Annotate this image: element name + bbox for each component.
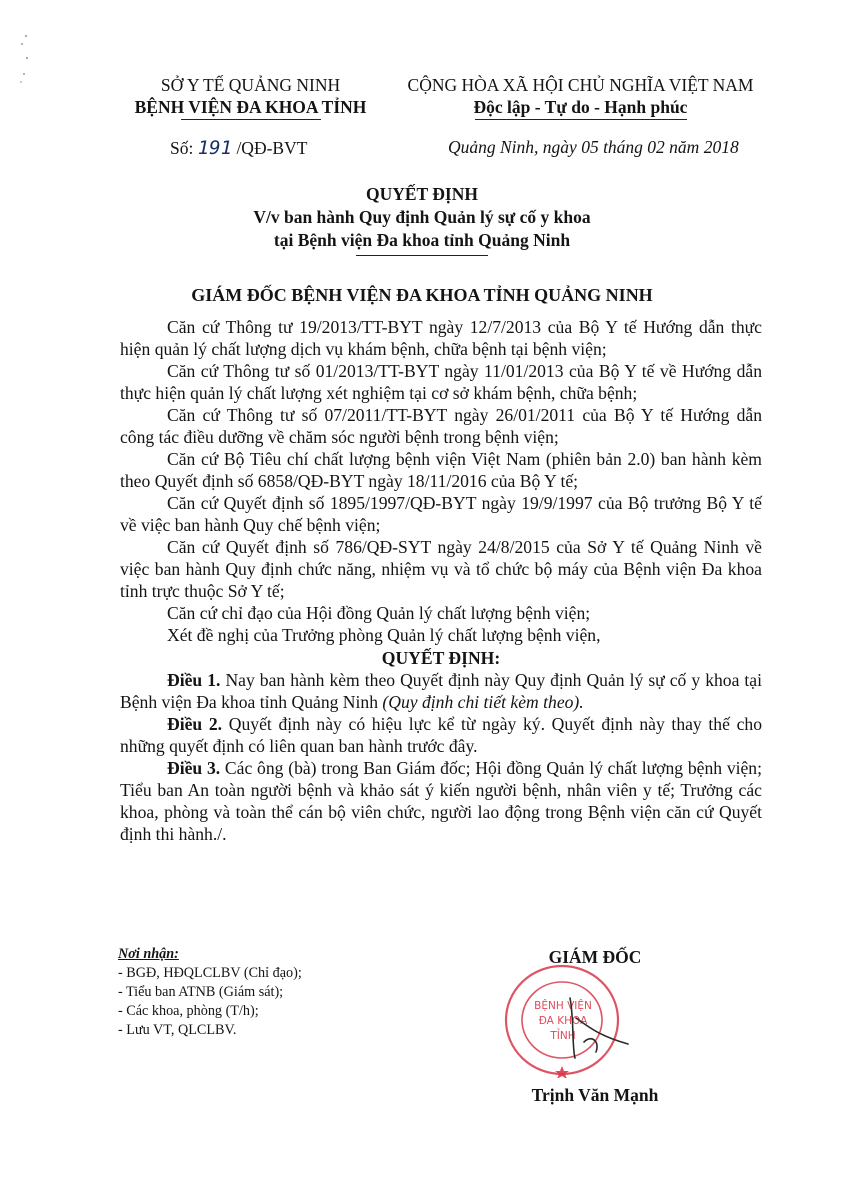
recipient-item: - Lưu VT, QLCLBV.	[118, 1022, 237, 1038]
document-title	[100, 183, 744, 256]
article-text: Nay ban hành kèm theo Quyết định này Quy định Quản lý sự cố y khoa tại Bệnh viện Đa khoa tỉnh Quảng Ninh	[120, 670, 763, 712]
subject-line-2: tại Bệnh viện Đa khoa tỉnh Quảng Ninh	[273, 230, 571, 250]
official-seal	[500, 958, 640, 1078]
legal-basis: Căn cứ Quyết định số 1895/1997/QĐ-BYT ngày 19/9/1997 của Bộ trưởng Bộ Y tế về việc ban hành Quy chế bệnh viện;	[120, 493, 762, 535]
recipient-item: - Các khoa, phòng (T/h);	[118, 1003, 259, 1019]
recipient-item: - Tiểu ban ATNB (Giám sát);	[118, 984, 284, 1000]
article-label: Điều 3.	[167, 758, 221, 778]
motto-underline	[475, 119, 687, 120]
signer-name: Trịnh Văn Mạnh	[531, 1085, 659, 1105]
issuer-header	[118, 74, 383, 120]
doc-type: QUYẾT ĐỊNH	[366, 184, 478, 204]
national-header	[378, 74, 783, 120]
article-text: Quyết định này có hiệu lực kể từ ngày ký. Quyết định này thay thế cho những quyết định có liên quan ban hành trước đây.	[120, 714, 762, 756]
decision-heading: QUYẾT ĐỊNH:	[381, 648, 501, 668]
article-label: Điều 1.	[167, 670, 221, 690]
document-body	[120, 316, 762, 845]
legal-basis: Xét đề nghị của Trưởng phòng Quản lý chất lượng bệnh viện,	[167, 625, 601, 645]
article-note: (Quy định chi tiết kèm theo).	[382, 692, 584, 712]
recipients-title: Nơi nhận:	[118, 946, 179, 962]
hospital-name: BỆNH VIỆN ĐA KHOA TỈNH	[134, 97, 367, 117]
national-motto: Độc lập - Tự do - Hạnh phúc	[473, 97, 688, 117]
legal-basis: Căn cứ Thông tư số 01/2013/TT-BYT ngày 11/01/2013 của Bộ Y tế về Hướng dẫn thực hiện quản lý chất lượng xét nghiệm tại cơ sở khám bệnh, chữa bệnh;	[120, 361, 762, 403]
hospital-underline	[181, 119, 321, 120]
country-name: CỘNG HÒA XÃ HỘI CHỦ NGHĨA VIỆT NAM	[407, 75, 754, 95]
legal-basis: Căn cứ Quyết định số 786/QĐ-SYT ngày 24/8/2015 của Sở Y tế Quảng Ninh về việc ban hành Quy định chức năng, nhiệm vụ và tổ chức bộ máy của Bệnh viện Đa khoa tỉnh trực thuộc Sở Y tế;	[120, 537, 762, 601]
place-date: Quảng Ninh, ngày 05 tháng 02 năm 2018	[448, 137, 739, 157]
legal-basis: Căn cứ chỉ đạo của Hội đồng Quản lý chất lượng bệnh viện;	[167, 603, 591, 623]
svg-text:BỆNH VIỆN: BỆNH VIỆN	[534, 1000, 592, 1012]
issuing-authority: GIÁM ĐỐC BỆNH VIỆN ĐA KHOA TỈNH QUẢNG NINH	[191, 285, 653, 305]
subject-line-1: V/v ban hành Quy định Quản lý sự cố y khoa	[253, 207, 591, 227]
article-2	[120, 713, 762, 757]
article-label: Điều 2.	[167, 714, 223, 734]
number-prefix: Số:	[170, 138, 198, 158]
legal-basis: Căn cứ Thông tư 19/2013/TT-BYT ngày 12/7/2013 của Bộ Y tế Hướng dẫn thực hiện quản lý chất lượng dịch vụ khám bệnh, chữa bệnh tại bệnh viện;	[120, 317, 762, 359]
number-handwritten: 191	[197, 137, 233, 159]
document-number	[170, 137, 307, 159]
article-1	[120, 669, 762, 713]
title-rule	[356, 255, 488, 256]
legal-basis: Căn cứ Bộ Tiêu chí chất lượng bệnh viện Việt Nam (phiên bản 2.0) ban hành kèm theo Quyết định số 6858/QĐ-BYT ngày 18/11/2016 của Bộ Y tế;	[120, 449, 762, 491]
signer-position: GIÁM ĐỐC	[548, 947, 642, 967]
svg-text:TỈNH: TỈNH	[550, 1030, 576, 1042]
recipients-block	[118, 945, 302, 1040]
legal-basis: Căn cứ Thông tư số 07/2011/TT-BYT ngày 26/01/2011 của Bộ Y tế Hướng dẫn công tác điều dưỡng về chăm sóc người bệnh trong bệnh viện;	[120, 405, 762, 447]
article-text: Các ông (bà) trong Ban Giám đốc; Hội đồng Quản lý chất lượng bệnh viện; Tiểu ban An toàn người bệnh và khảo sát ý kiến người bệnh, nhân viên y tế; Trưởng các khoa, phòng và toàn thể cán bộ viên chức, người lao động trong Bệnh viện căn cứ Quyết định thi hành./.	[120, 758, 762, 844]
agency-name: SỞ Y TẾ QUẢNG NINH	[160, 75, 341, 95]
number-suffix: /QĐ-BVT	[232, 138, 308, 158]
scan-margin-marks	[12, 30, 32, 90]
svg-text:ĐA KHOA: ĐA KHOA	[538, 1015, 588, 1027]
recipient-item: - BGĐ, HĐQLCLBV (Chỉ đạo);	[118, 965, 302, 981]
article-3	[120, 757, 762, 845]
